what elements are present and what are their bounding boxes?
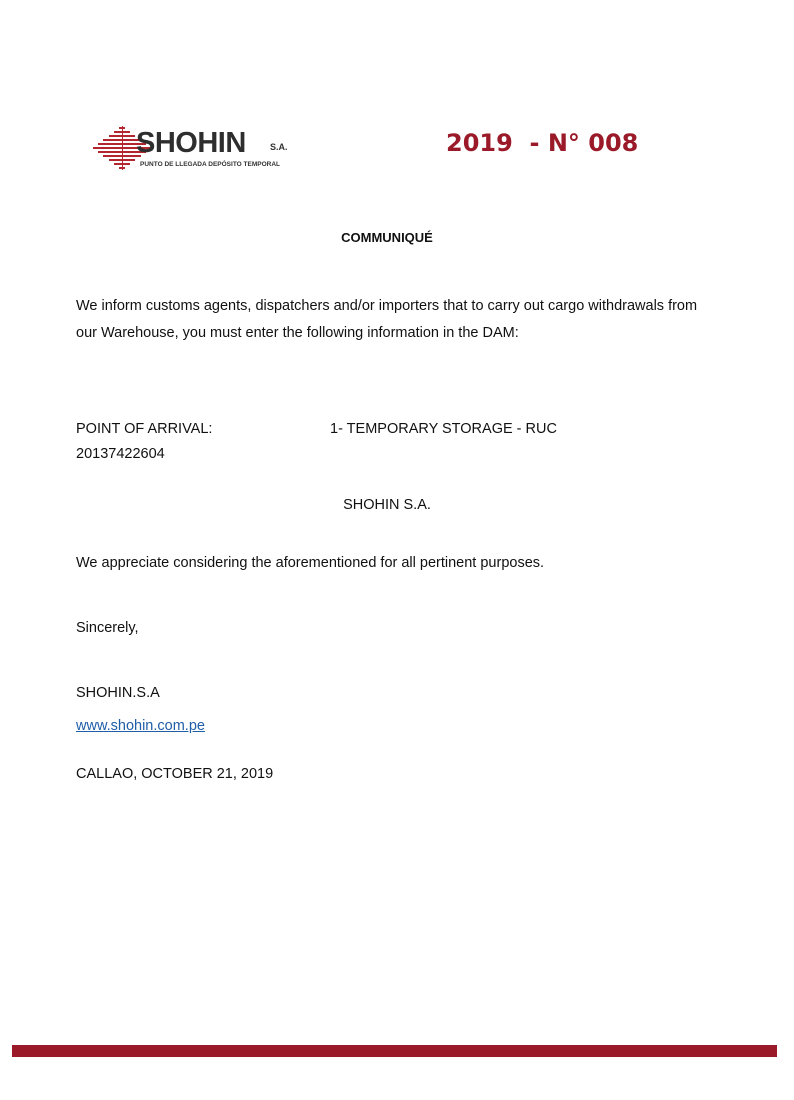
website-link[interactable]: www.shohin.com.pe (76, 718, 205, 734)
document-number: 2019 - N° 008 (446, 129, 639, 157)
arrival-label: POINT OF ARRIVAL: (76, 421, 213, 437)
company-name: SHOHIN S.A. (343, 497, 431, 513)
logo-tagline: PUNTO DE LLEGADA DEPÓSITO TEMPORAL (140, 161, 281, 168)
appreciation-paragraph: We appreciate considering the aforementioned for all pertinent purposes. (76, 555, 545, 571)
ruc-number: 20137422604 (76, 446, 165, 462)
document-title: COMMUNIQUÉ (341, 230, 433, 245)
logo-wordmark: SHOHIN (136, 127, 246, 159)
intro-paragraph: We inform customs agents, dispatchers and/or importers that to carry out cargo withdrawals from our Warehouse, you must enter the following information in the DAM: (76, 298, 698, 341)
arrival-value: 1- TEMPORARY STORAGE - RUC (330, 421, 557, 437)
place-date: CALLAO, OCTOBER 21, 2019 (76, 766, 274, 782)
signature: SHOHIN.S.A (76, 685, 160, 701)
company-logo (92, 124, 312, 174)
logo-suffix: S.A. (270, 142, 288, 152)
closing-text: Sincerely, (76, 620, 139, 636)
footer-bar (12, 1045, 777, 1057)
